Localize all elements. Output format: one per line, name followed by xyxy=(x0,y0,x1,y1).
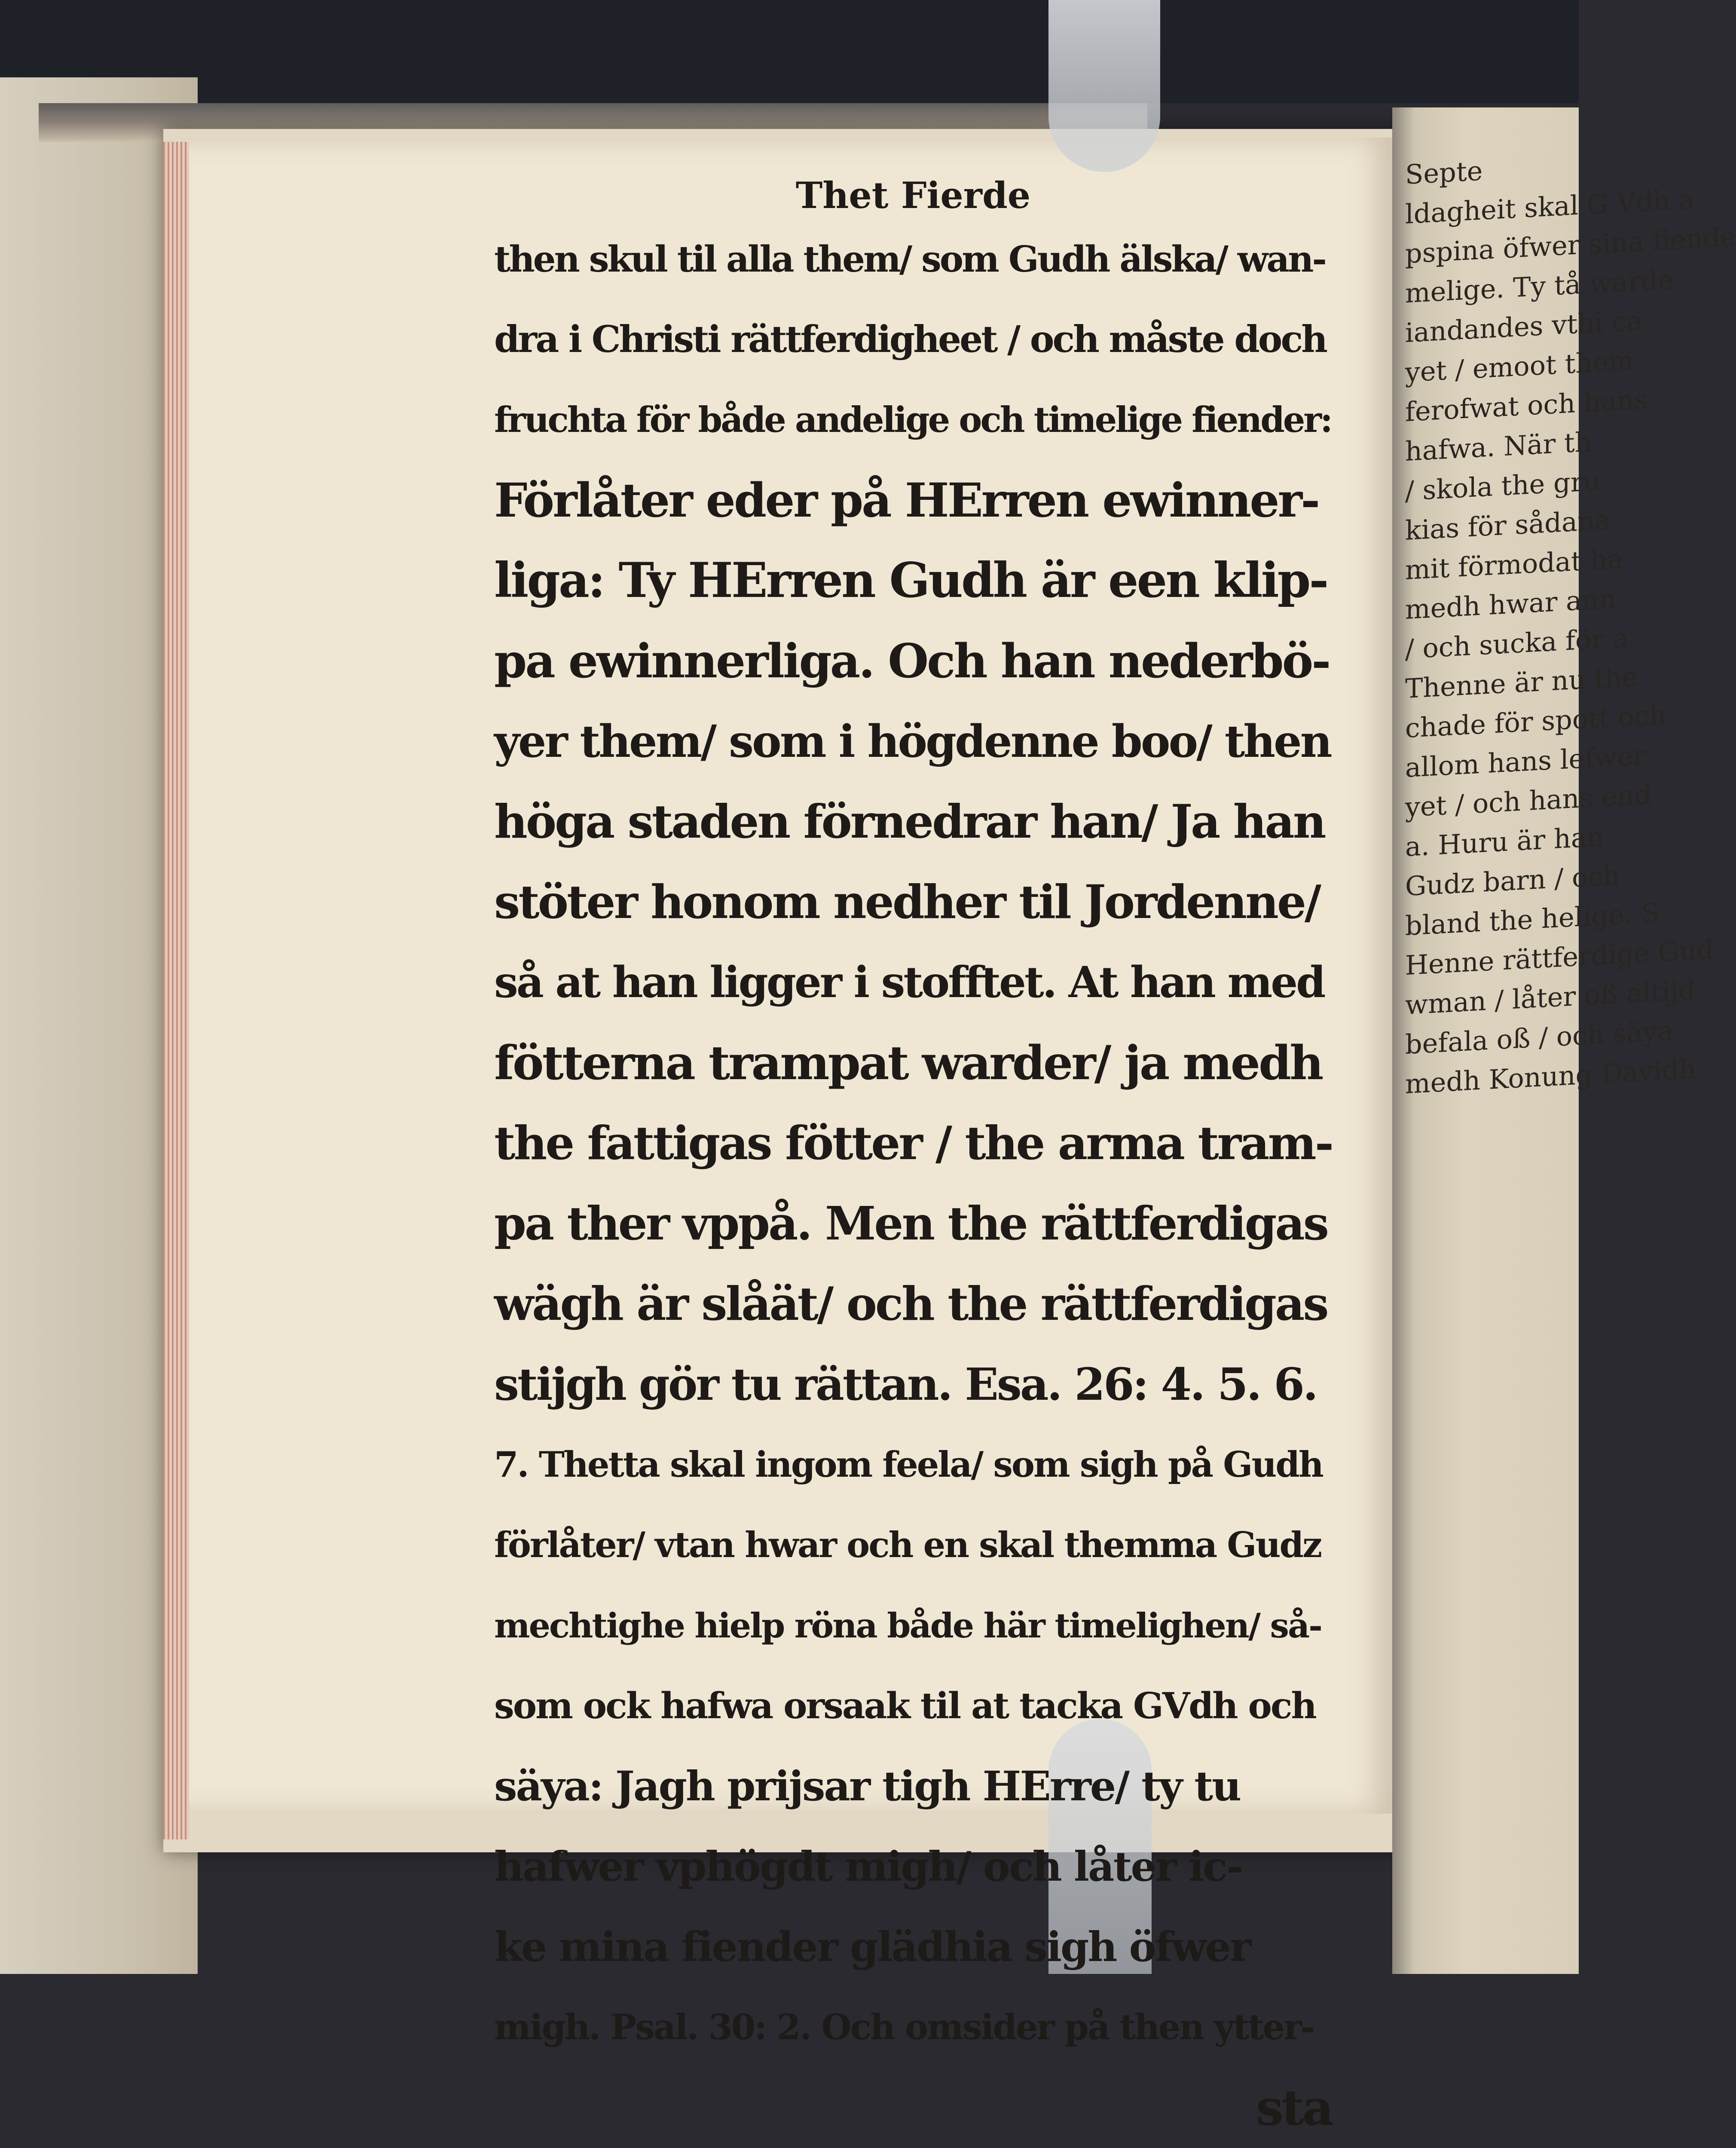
facing-text-line: allom hans lefwer xyxy=(1405,739,1646,784)
facing-text-line: Gudz barn / och xyxy=(1405,859,1620,903)
facing-text-line: yet / emoot them xyxy=(1405,345,1634,389)
facing-text-line: melige. Ty tå warde xyxy=(1405,263,1674,309)
text-line: 7. Thetta skal ingom feela/ som sigh på Gudh xyxy=(494,1444,1323,1485)
facing-text-line: ldagheit skal G Vdh a xyxy=(1405,183,1695,230)
facing-text-line: kias för sådana xyxy=(1405,504,1611,547)
facing-text-line: hafwa. När th xyxy=(1405,426,1592,468)
text-line: stöter honom nedher til Jordenne/ xyxy=(494,875,1320,929)
text-line: som ock hafwa orsaak til at tacka GVdh och xyxy=(494,1685,1316,1727)
text-line: dra i Christi rättferdigheet / och måste doch xyxy=(494,318,1326,361)
body-text xyxy=(494,219,1332,2068)
facing-page xyxy=(1392,107,1736,1974)
facing-page-text xyxy=(1405,150,1736,1100)
facing-text-line: ferofwat och hans xyxy=(1405,383,1648,428)
text-line: liga: Ty HErren Gudh är een klip- xyxy=(494,553,1327,609)
facing-text-line: pspina öfwer sina fiende xyxy=(1405,220,1736,270)
facing-text-line: mit förmodat ha xyxy=(1405,543,1623,586)
facing-text-line: yet / och hans end xyxy=(1405,778,1652,823)
text-line: fötterna trampat warder/ ja medh xyxy=(494,1035,1322,1090)
facing-text-line: iandandes vthi ca xyxy=(1405,305,1643,349)
text-line: the fattigas fötter / the arma tram- xyxy=(494,1117,1333,1170)
page-text-block xyxy=(494,172,1332,2148)
facing-text-line: medh hwar ann xyxy=(1405,583,1616,626)
text-line: pa ther vppå. Men the rättferdigas xyxy=(494,1197,1327,1251)
text-line: hafwer vphögdt migh/ och låter ic- xyxy=(494,1843,1242,1891)
text-line: säya: Jagh prijsar tigh HErre/ ty tu xyxy=(494,1762,1241,1810)
facing-text-line: / och sucka för a xyxy=(1405,621,1629,665)
facing-text-line: Septe xyxy=(1405,155,1483,191)
facing-text-line: Henne rättferdige Gud xyxy=(1405,933,1714,982)
facing-text-line: wman / låter oß altijd xyxy=(1405,974,1696,1021)
facing-text-line: / skola the gru xyxy=(1405,465,1601,507)
text-line: fruchta för både andelige och timelige fiender: xyxy=(494,400,1331,441)
text-line: then skul til alla them/ som Gudh älska/ wan- xyxy=(494,238,1325,280)
text-line: höga staden förnedrar han/ Ja han xyxy=(494,795,1325,849)
background-top xyxy=(0,0,1579,103)
facing-text-line: Thenne är nu the xyxy=(1405,661,1638,705)
text-line: mechtighe hielp röna både här timelighen/ så- xyxy=(494,1606,1321,1646)
text-line: ke mina fiender glädhia sigh öfwer xyxy=(494,1923,1250,1971)
text-line: förlåter/ vtan hwar och en skal themma Gudz xyxy=(494,1525,1321,1566)
page-fore-edge xyxy=(163,142,189,1839)
catchword: sta xyxy=(1256,2079,1332,2136)
text-line: yer them/ som i högdenne boo/ then xyxy=(494,716,1331,768)
text-line: migh. Psal. 30: 2. Och omsider på then ytter- xyxy=(494,2007,1314,2048)
running-head: Thet Fierde xyxy=(795,174,1031,217)
text-line: pa ewinnerliga. Och han nederbö- xyxy=(494,633,1330,688)
facing-text-line: chade för spott och xyxy=(1405,699,1666,744)
text-line: wägh är slåät/ och the rättferdigas xyxy=(494,1277,1327,1331)
text-line: Förlåter eder på HErren ewinner- xyxy=(494,473,1319,528)
text-line: stijgh gör tu rättan. Esa. 26: 4. 5. 6. xyxy=(494,1359,1317,1411)
facing-text-line: bland the helige. S xyxy=(1405,897,1660,942)
facing-text-line: medh Konung Davidh xyxy=(1405,1053,1696,1100)
text-line: så at han ligger i stofftet. At han med xyxy=(494,958,1324,1007)
facing-text-line: befala oß / och säya xyxy=(1405,1015,1674,1061)
facing-text-line: a. Huru är han xyxy=(1405,820,1604,863)
page-clip-top xyxy=(1048,0,1160,172)
